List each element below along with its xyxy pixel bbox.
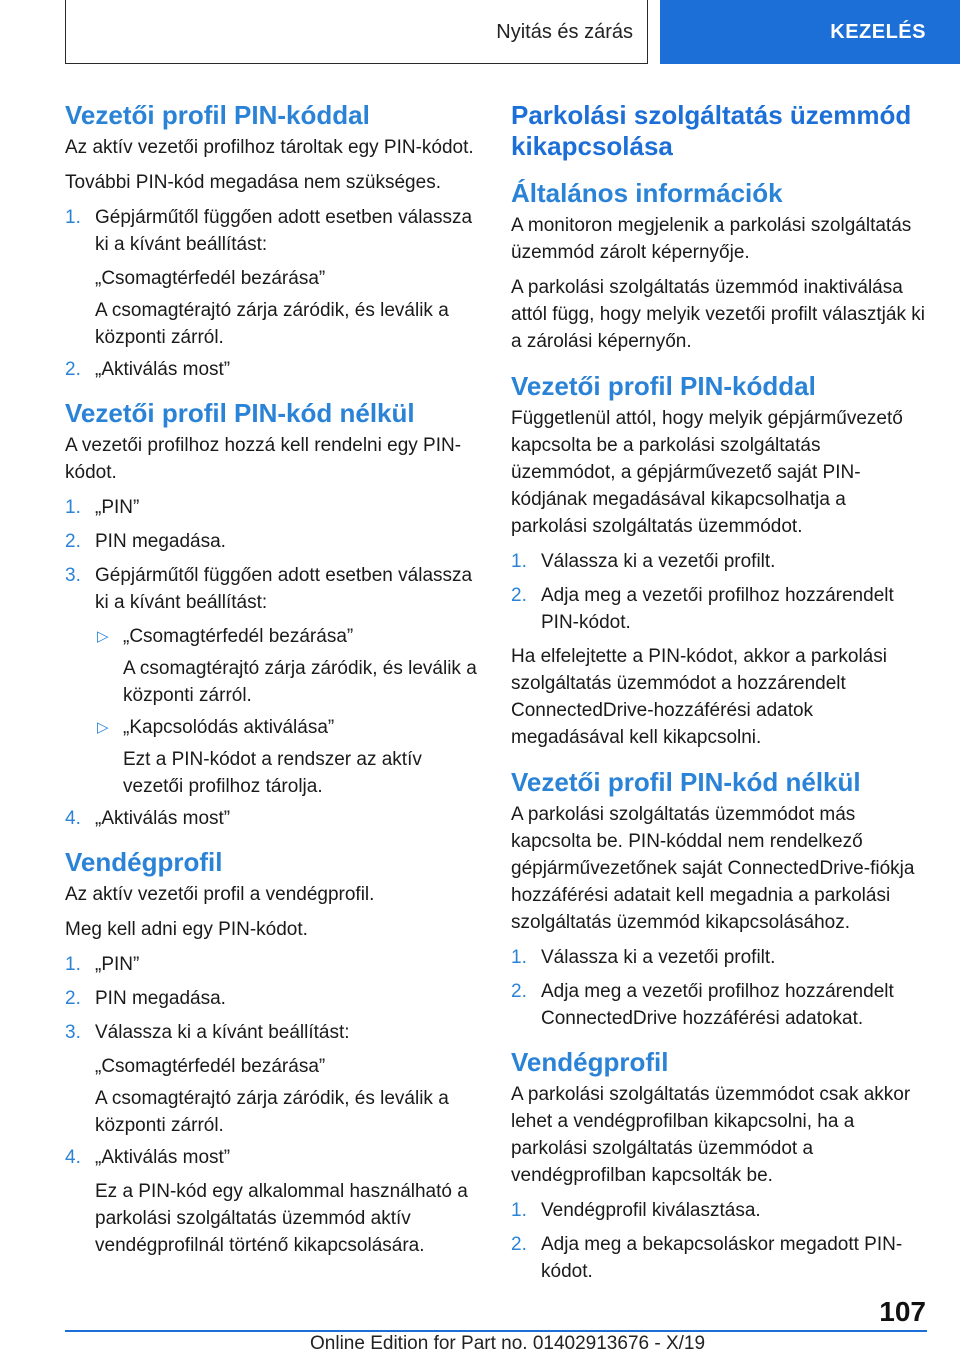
list-number: 3. (65, 1022, 81, 1043)
list-item (65, 528, 480, 555)
list-item (511, 1197, 926, 1224)
list-item (511, 944, 926, 971)
list-item (511, 582, 926, 636)
header-left-box (65, 0, 648, 64)
list-number: 4. (65, 808, 81, 829)
list-item (511, 978, 926, 1032)
list-number: 1. (511, 947, 527, 968)
heading-general-info: Általános információk (511, 178, 783, 208)
paragraph: A parkolási szolgáltatás üzemmódot csak akkor lehet a vendégprofilban kikapcsolni, ha a parkolási szolgáltatás üzemmódot a vendégprofilban kapcsolták be. (511, 1084, 911, 1186)
list-text: Válassza ki a kívánt beállítást: (95, 1022, 350, 1043)
list-subtext: A csomagtérajtó zárja záródik, és leválik a központi zárról. (95, 1088, 449, 1136)
list-item (65, 1144, 480, 1171)
bullet-subtext: A csomagtérajtó zárja záródik, és leválik a központi zárról. (123, 658, 477, 706)
list-number: 2. (511, 585, 527, 606)
list-text: „Aktiválás most” (95, 808, 231, 829)
heading-driver-profile-pin: Vezetői profil PIN-kóddal (65, 100, 370, 130)
bullet-item (65, 623, 480, 650)
list-number: 2. (511, 981, 527, 1002)
bullet-text: „Kapcsolódás aktiválása” (123, 717, 335, 738)
paragraph: Ha elfelejtette a PIN-kódot, akkor a parkolási szolgáltatás üzemmódot a hozzárendelt ConnectedDrive-hozzáférési adatok megadásával kell kikapcsolni. (511, 646, 887, 748)
list-text: Válassza ki a vezetői profilt. (541, 551, 776, 572)
list-text: Gépjárműtől függően adott esetben válassza ki a kívánt beállítást: (95, 207, 473, 255)
edition-text: Online Edition for Part no. 01402913676 - X/19 (310, 1333, 706, 1354)
heading-driver-profile-pin: Vezetői profil PIN-kóddal (511, 371, 816, 401)
list-item (511, 548, 926, 575)
header-section-title: Nyitás és zárás (496, 21, 633, 43)
paragraph: További PIN-kód megadása nem szükséges. (65, 172, 441, 193)
paragraph: Az aktív vezetői profil a vendégprofil. (65, 884, 375, 905)
footer-divider (65, 1330, 927, 1332)
list-number: 2. (65, 531, 81, 552)
list-subtext: Ez a PIN-kód egy alkalommal használható a parkolási szolgáltatás üzemmód aktív vendégprofilnál történő kikapcsolására. (95, 1181, 468, 1256)
list-text: „PIN” (95, 497, 140, 518)
list-text: PIN megadása. (95, 988, 226, 1009)
list-number: 4. (65, 1147, 81, 1168)
paragraph: Meg kell adni egy PIN-kódot. (65, 919, 308, 940)
heading-guest-profile: Vendégprofil (511, 1047, 669, 1077)
heading-parking-service-off: Parkolási szolgáltatás üzemmód kikapcsolása (511, 100, 912, 161)
heading-driver-profile-no-pin: Vezetői profil PIN-kód nélkül (511, 767, 861, 797)
list-number: 1. (511, 551, 527, 572)
list-item (65, 356, 480, 383)
paragraph: A vezetői profilhoz hozzá kell rendelni egy PIN-kódot. (65, 435, 462, 483)
list-item (65, 805, 480, 832)
list-text: Adja meg a vezetői profilhoz hozzárendelt ConnectedDrive hozzáférési adatokat. (541, 981, 894, 1029)
list-number: 2. (65, 988, 81, 1009)
list-number: 1. (65, 497, 81, 518)
left-column (65, 100, 480, 1264)
list-item (65, 1019, 480, 1046)
list-text: PIN megadása. (95, 531, 226, 552)
paragraph: Az aktív vezetői profilhoz tároltak egy PIN-kódot. (65, 137, 474, 158)
bullet-text: „Csomagtérfedél bezárása” (123, 626, 354, 647)
list-text: „Aktiválás most” (95, 359, 231, 380)
list-number: 3. (65, 565, 81, 586)
list-item (65, 985, 480, 1012)
list-number: 1. (65, 954, 81, 975)
bullet-subtext: Ezt a PIN-kódot a rendszer az aktív vezetői profilhoz tárolja. (123, 749, 422, 797)
page-number: 107 (879, 1296, 926, 1327)
list-item (65, 204, 480, 258)
list-text: Adja meg a vezetői profilhoz hozzárendelt PIN-kódot. (541, 585, 894, 633)
triangle-bullet-icon: ▷ (97, 719, 109, 736)
list-number: 1. (511, 1200, 527, 1221)
list-subtext: „Csomagtérfedél bezárása” (95, 1056, 326, 1077)
heading-driver-profile-no-pin: Vezetői profil PIN-kód nélkül (65, 398, 415, 428)
list-item (65, 494, 480, 521)
list-text: „Aktiválás most” (95, 1147, 231, 1168)
list-item (65, 562, 480, 616)
list-text: Vendégprofil kiválasztása. (541, 1200, 761, 1221)
triangle-bullet-icon: ▷ (97, 628, 109, 645)
list-subtext: A csomagtérajtó zárja záródik, és leválik a központi zárról. (95, 300, 449, 348)
list-text: Adja meg a bekapcsoláskor megadott PIN-kódot. (541, 1234, 903, 1282)
list-text: „PIN” (95, 954, 140, 975)
heading-guest-profile: Vendégprofil (65, 847, 223, 877)
paragraph: Függetlenül attól, hogy melyik gépjárművezető kapcsolta be a parkolási szolgáltatás üzemmódot, a gépjárművezető saját PIN-kódjának megadásával kikapcsolhatja a parkolási szolgáltatás üzemmódot. (511, 408, 903, 537)
paragraph: A parkolási szolgáltatás üzemmód inaktiválása attól függ, hogy melyik vezetői profilt választják ki a zárolási képernyőn. (511, 277, 925, 352)
list-text: Gépjárműtől függően adott esetben válassza ki a kívánt beállítást: (95, 565, 473, 613)
header-chapter-tab[interactable]: KEZELÉS (660, 0, 960, 64)
bullet-item (65, 714, 480, 741)
list-item (511, 1231, 926, 1285)
list-subtext: „Csomagtérfedél bezárása” (95, 268, 326, 289)
list-number: 2. (511, 1234, 527, 1255)
list-number: 1. (65, 207, 81, 228)
list-item (65, 951, 480, 978)
right-column (511, 100, 926, 1292)
paragraph: A monitoron megjelenik a parkolási szolgáltatás üzemmód zárolt képernyője. (511, 215, 912, 263)
paragraph: A parkolási szolgáltatás üzemmódot más kapcsolta be. PIN-kóddal nem rendelkező gépjárművezetőnek saját ConnectedDrive-fiókja hozzáférési adatait kell megadnia a parkolási szolgáltatás üzemmód kikapcsolásához. (511, 804, 915, 933)
list-number: 2. (65, 359, 81, 380)
list-text: Válassza ki a vezetői profilt. (541, 947, 776, 968)
